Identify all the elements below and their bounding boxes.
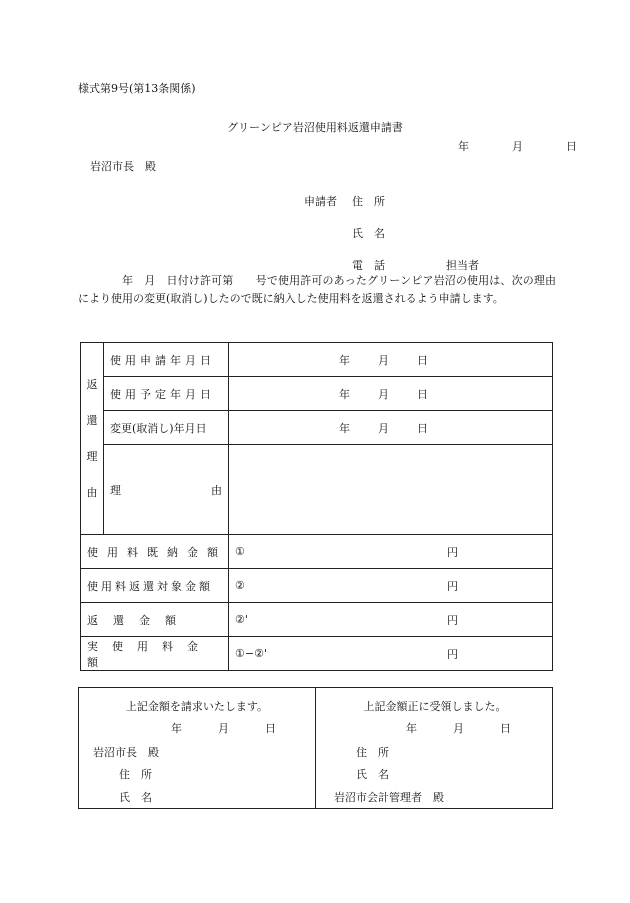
paid-amount-mark: ① <box>235 545 245 558</box>
application-date-label: 使用申請年月日 <box>104 343 229 377</box>
actual-fee-field[interactable] <box>229 637 553 671</box>
applicant-phone-label: 電 話 <box>352 259 385 272</box>
receipt-name-label: 氏 名 <box>356 768 389 781</box>
refundable-amount-mark: ② <box>235 579 245 592</box>
request-receipt-table <box>78 687 553 809</box>
date-month: 月 <box>512 140 523 153</box>
addressee: 岩沼市長 殿 <box>90 160 156 173</box>
application-statement: 年 月 日付け許可第 号で使用許可のあったグリーンピア岩沼の使用は、次の理由により使用の変更(取消し)したので既に納入した使用料を返還されるよう申請します。 <box>78 274 556 305</box>
yen-unit: 円 <box>447 545 458 559</box>
receipt-heading: 上記金額正に受領しました。 <box>363 700 507 713</box>
person-in-charge-label: 担当者 <box>446 259 479 272</box>
refund-amount-label: 返 還 金 額 <box>81 603 229 637</box>
yen-unit: 円 <box>447 647 458 661</box>
yen-unit: 円 <box>447 613 458 627</box>
receipt-date: 年 月 日 <box>406 722 511 735</box>
refund-amount-mark: ②' <box>235 613 248 626</box>
paid-amount-label: 使用料既納金額 <box>81 535 229 569</box>
scheduled-date-label: 使用予定年月日 <box>104 377 229 411</box>
request-addressee: 岩沼市長 殿 <box>93 746 159 759</box>
change-date-field[interactable]: 年 月 日 <box>229 411 553 445</box>
reason-label: 理 由 <box>104 445 229 535</box>
applicant-label: 申請者 <box>304 195 337 208</box>
refundable-amount-label: 使用料返還対象金額 <box>81 569 229 603</box>
application-date-field[interactable]: 年 月 日 <box>229 343 553 377</box>
request-heading: 上記金額を請求いたします。 <box>125 700 269 713</box>
document-title: グリーンピア岩沼使用料返還申請書 <box>227 121 403 134</box>
date-year: 年 <box>458 140 469 153</box>
receipt-address-label: 住 所 <box>356 746 389 759</box>
date-day: 日 <box>566 140 577 153</box>
actual-fee-mark: ①−②' <box>235 647 267 660</box>
paid-amount-field[interactable] <box>229 535 553 569</box>
actual-fee-label: 実使用料金額 <box>81 637 229 671</box>
refundable-amount-field[interactable] <box>229 569 553 603</box>
request-date: 年 月 日 <box>171 722 276 735</box>
refund-amount-field[interactable] <box>229 603 553 637</box>
application-date <box>458 138 577 154</box>
request-address-label: 住 所 <box>119 768 152 781</box>
applicant-address-label: 住 所 <box>352 195 385 208</box>
accountant-addressee: 岩沼市会計管理者 殿 <box>334 791 444 804</box>
scheduled-date-field[interactable]: 年 月 日 <box>229 377 553 411</box>
reason-field[interactable] <box>229 445 553 535</box>
applicant-address-line <box>304 193 385 209</box>
refund-reason-section-label: 返 還 理 由 <box>81 343 104 535</box>
yen-unit: 円 <box>447 579 458 593</box>
request-name-label: 氏 名 <box>119 791 152 804</box>
form-number: 様式第9号(第13条関係) <box>78 82 196 95</box>
receipt-section <box>316 688 553 809</box>
change-date-label: 変更(取消し)年月日 <box>104 411 229 445</box>
request-section <box>79 688 316 809</box>
refund-table <box>80 342 553 671</box>
applicant-name-label: 氏 名 <box>352 227 385 240</box>
